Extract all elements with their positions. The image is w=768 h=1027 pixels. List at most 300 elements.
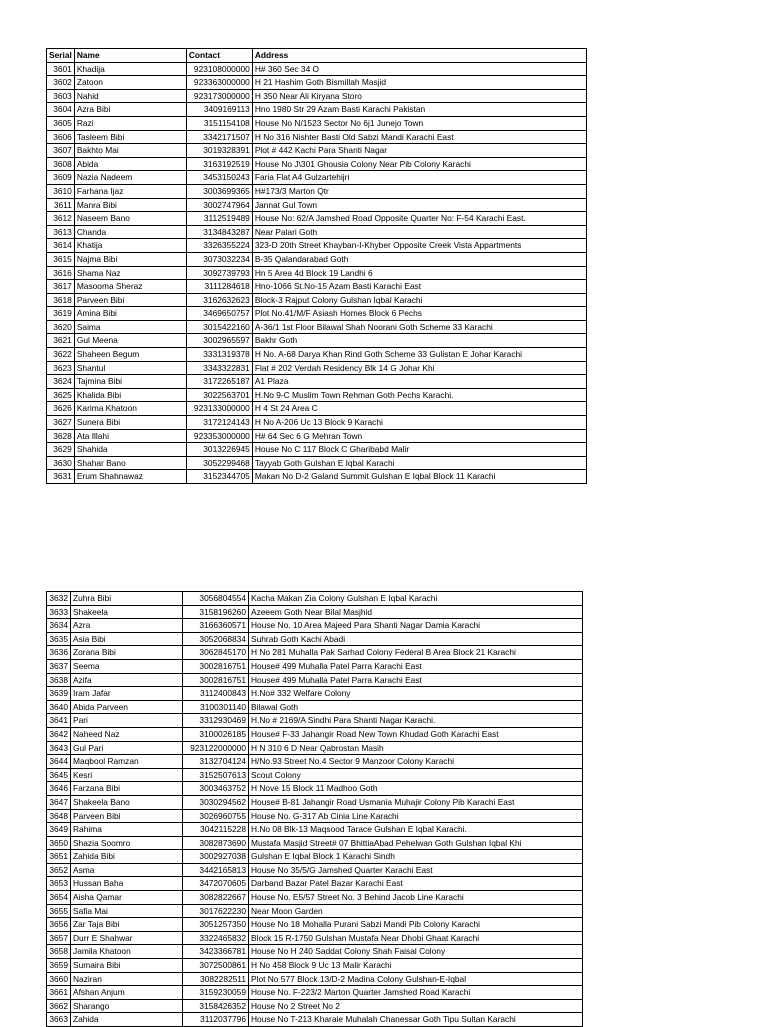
table-row [47,795,583,809]
cell-contact: 3158196260 [183,605,249,619]
cell-name: Masooma Sheraz [74,280,186,294]
cell-contact: 3019328391 [186,144,252,158]
cell-serial: 3634 [47,619,71,633]
cell-name: Shama Naz [74,266,186,280]
cell-name: Shahar Bano [74,456,186,470]
cell-contact: 3052068834 [183,632,249,646]
cell-serial: 3624 [47,375,75,389]
cell-contact: 3013226945 [186,443,252,457]
cell-name: Zahida [71,1013,183,1027]
table-row [47,687,583,701]
table-row [47,918,583,932]
cell-contact: 3469650757 [186,307,252,321]
cell-address: H No 316 Nishter Basti Old Sabzi Mandi Karachi East [252,130,586,144]
cell-address: Plot No 577 Block 13/D-2 Madina Colony Gulshan-E-Iqbal [249,972,583,986]
table-row [47,986,583,1000]
table-row [47,130,587,144]
cell-contact: 3423366781 [183,945,249,959]
cell-contact: 923363000000 [186,76,252,90]
cell-serial: 3633 [47,605,71,619]
cell-serial: 3658 [47,945,71,959]
table-row [47,429,587,443]
cell-name: Zatoon [74,76,186,90]
cell-name: Khadija [74,62,186,76]
cell-contact: 3030294562 [183,795,249,809]
cell-serial: 3607 [47,144,75,158]
table-row [47,456,587,470]
table-row [47,836,583,850]
cell-serial: 3643 [47,741,71,755]
cell-name: Farhana Ijaz [74,184,186,198]
cell-address: House No H 240 Saddat Colony Shah Faisal Colony [249,945,583,959]
cell-address: H.No # 2169/A Sindhi Para Shanti Nagar Karachi. [249,714,583,728]
cell-address: H No 281 Muhalla Pak Sarhad Colony Federal B Area Block 21 Karachi [249,646,583,660]
cell-name: Shakeela Bano [71,795,183,809]
cell-address: Mustafa Masjid Street# 07 BhittiaAbad Pehelwan Goth Gulshan Iqbal Khi [249,836,583,850]
cell-serial: 3629 [47,443,75,457]
cell-contact: 3056804554 [183,592,249,606]
cell-address: Block 15 R-1750 Gulshan Mustafa Near Dhobi Ghaat Karachi [249,931,583,945]
cell-contact: 3002816751 [183,659,249,673]
cell-serial: 3631 [47,470,75,484]
cell-serial: 3646 [47,782,71,796]
cell-name: Seema [71,659,183,673]
cell-name: Razi [74,116,186,130]
table-row [47,402,587,416]
cell-address: Flat # 202 Verdah Residency Blk 14 G Johar Khi [252,361,586,375]
cell-address: House No J\301 Ghousia Colony Near Pib Colony Karachi [252,157,586,171]
cell-contact: 3062845170 [183,646,249,660]
cell-address: Suhrab Goth Kachi Abadi [249,632,583,646]
table-row [47,157,587,171]
cell-contact: 3162632623 [186,293,252,307]
cell-address: House No. E5/57 Street No. 3 Behind Jacob Line Karachi [249,891,583,905]
cell-contact: 3072500861 [183,959,249,973]
cell-name: Sunera Bibi [74,416,186,430]
cell-serial: 3659 [47,959,71,973]
cell-name: Ata Illahi [74,429,186,443]
cell-serial: 3612 [47,212,75,226]
table-row [47,972,583,986]
cell-address: House No C 117 Block C Gharibabd Malir [252,443,586,457]
cell-name: Najma Bibi [74,252,186,266]
cell-contact: 3442165813 [183,863,249,877]
cell-serial: 3648 [47,809,71,823]
table-row [47,89,587,103]
table-row [47,307,587,321]
table-row [47,768,583,782]
cell-name: Amina Bibi [74,307,186,321]
cell-contact: 923133000000 [186,402,252,416]
cell-contact: 3453150243 [186,171,252,185]
cell-serial: 3627 [47,416,75,430]
table-row [47,877,583,891]
cell-name: Erum Shahnawaz [74,470,186,484]
cell-address: H No A-206 Uc 13 Block 9 Karachi [252,416,586,430]
cell-contact: 3112037796 [183,1013,249,1027]
cell-serial: 3636 [47,646,71,660]
cell-serial: 3657 [47,931,71,945]
cell-serial: 3645 [47,768,71,782]
table-body-top [47,62,587,483]
cell-contact: 3015422160 [186,320,252,334]
table-row [47,144,587,158]
cell-serial: 3641 [47,714,71,728]
cell-name: Parveen Bibi [74,293,186,307]
cell-address: H No. A-68 Darya Khan Rind Goth Scheme 33 Gulistan E Johar Karachi [252,348,586,362]
cell-contact: 3082282511 [183,972,249,986]
cell-name: Parveen Bibi [71,809,183,823]
table-row [47,388,587,402]
cell-contact: 3159230059 [183,986,249,1000]
cell-name: Abida Parveen [71,700,183,714]
cell-name: Safia Mai [71,904,183,918]
cell-contact: 3152507613 [183,768,249,782]
cell-serial: 3635 [47,632,71,646]
table-row [47,1013,583,1027]
cell-address: Near Palari Goth [252,225,586,239]
cell-serial: 3611 [47,198,75,212]
cell-contact: 923108000000 [186,62,252,76]
cell-contact: 3472070605 [183,877,249,891]
cell-address: House No. 10 Area Majeed Para Shanti Nagar Damia Karachi [249,619,583,633]
cell-serial: 3655 [47,904,71,918]
cell-address: House No T-213 Kharaie Muhalah Chanessar Goth Tipu Sultan Karachi [249,1013,583,1027]
cell-serial: 3663 [47,1013,71,1027]
cell-address: H No 458 Block 9 Uc 13 Malir Karachi [249,959,583,973]
cell-name: Kesri [71,768,183,782]
table-body-bottom [47,592,583,1027]
cell-serial: 3604 [47,103,75,117]
cell-serial: 3656 [47,918,71,932]
table-row [47,76,587,90]
cell-contact: 3134843287 [186,225,252,239]
cell-name: Rahima [71,823,183,837]
table-row [47,239,587,253]
cell-contact: 3082822667 [183,891,249,905]
table-row [47,999,583,1013]
records-table-bottom [46,591,583,1027]
cell-serial: 3642 [47,727,71,741]
cell-contact: 3326355224 [186,239,252,253]
cell-contact: 3017622230 [183,904,249,918]
table-row [47,592,583,606]
cell-address: 323-D 20th Street Khayban-I-Khyber Opposite Creek Vista Appartments [252,239,586,253]
cell-serial: 3632 [47,592,71,606]
cell-serial: 3639 [47,687,71,701]
cell-serial: 3610 [47,184,75,198]
cell-address: Near Moon Garden [249,904,583,918]
cell-address: Plot No.41/M/F Asiash Homes Block 6 Pechs [252,307,586,321]
cell-address: Makan No D-2 Galand Summit Gulshan E Iqbal Block 11 Karachi [252,470,586,484]
cell-name: Azifa [71,673,183,687]
cell-name: Farzana Bibi [71,782,183,796]
cell-serial: 3654 [47,891,71,905]
cell-serial: 3650 [47,836,71,850]
table-row [47,891,583,905]
header-name: Name [74,49,186,63]
cell-contact: 3002816751 [183,673,249,687]
cell-address: H.No 08 Blk-13 Maqsood Tarace Gulshan E Iqbal Karachi. [249,823,583,837]
cell-contact: 3163192519 [186,157,252,171]
cell-serial: 3625 [47,388,75,402]
table-row [47,741,583,755]
cell-name: Durr E Shahwar [71,931,183,945]
table-row [47,198,587,212]
cell-address: H.No 9-C Muslim Town Rehman Goth Pechs Karachi. [252,388,586,402]
cell-name: Zorana Bibi [71,646,183,660]
cell-contact: 3100026185 [183,727,249,741]
cell-address: Hno 1980 Str 29 Azam Basti Karachi Pakistan [252,103,586,117]
cell-contact: 3112400843 [183,687,249,701]
table-row [47,673,583,687]
table-row [47,727,583,741]
table-row [47,375,587,389]
cell-contact: 923173000000 [186,89,252,103]
cell-serial: 3640 [47,700,71,714]
header-contact: Contact [186,49,252,63]
cell-serial: 3615 [47,252,75,266]
cell-address: H 4 St 24 Area C [252,402,586,416]
header-row [47,49,587,63]
cell-name: Azra [71,619,183,633]
cell-serial: 3652 [47,863,71,877]
cell-address: House# B-81 Jahangir Road Usmania Muhajir Colony Pib Karachi East [249,795,583,809]
table-row [47,850,583,864]
cell-contact: 3002927038 [183,850,249,864]
cell-name: Naziran [71,972,183,986]
cell-address: House No. G-317 Ab Cinia Line Karachi [249,809,583,823]
cell-address: Tayyab Goth Gulshan E Iqbal Karachi [252,456,586,470]
cell-address: House No 35/5/G Jamshed Quarter Karachi East [249,863,583,877]
cell-contact: 3073032234 [186,252,252,266]
cell-name: Sharango [71,999,183,1013]
cell-contact: 3003463752 [183,782,249,796]
cell-name: Shaheen Begum [74,348,186,362]
cell-address: House No 18 Mohalla Purani Sabzi Mandi Pib Colony Karachi [249,918,583,932]
cell-contact: 3312930469 [183,714,249,728]
cell-address: A-36/1 1st Floor Bilawal Shah Noorani Goth Scheme 33 Karachi [252,320,586,334]
cell-address: Scout Colony [249,768,583,782]
cell-serial: 3617 [47,280,75,294]
cell-name: Naseem Bano [74,212,186,226]
cell-contact: 3158426352 [183,999,249,1013]
table-row [47,605,583,619]
cell-name: Abida [74,157,186,171]
cell-address: H 350 Near Ali Kiryana Storo [252,89,586,103]
cell-contact: 3026960755 [183,809,249,823]
cell-address: H 21 Hashim Goth Bismillah Masjid [252,76,586,90]
table-row [47,334,587,348]
cell-contact: 3172265187 [186,375,252,389]
cell-address: House No N/1523 Sector No 6j1 Junejo Town [252,116,586,130]
cell-name: Aisha Qamar [71,891,183,905]
cell-name: Manra Bibi [74,198,186,212]
table-row [47,863,583,877]
cell-contact: 3166360571 [183,619,249,633]
cell-address: H N 310 6 D Near Qabrostan Masih [249,741,583,755]
cell-serial: 3614 [47,239,75,253]
cell-name: Tasleem Bibi [74,130,186,144]
cell-name: Bakhto Mai [74,144,186,158]
cell-address: Hn 5 Area 4d Block 19 Landhi 6 [252,266,586,280]
cell-contact: 3100301140 [183,700,249,714]
cell-address: House No 2 Street No 2 [249,999,583,1013]
table-row [47,646,583,660]
cell-contact: 923353000000 [186,429,252,443]
cell-name: Sumaira Bibi [71,959,183,973]
cell-serial: 3651 [47,850,71,864]
cell-contact: 3409169113 [186,103,252,117]
cell-serial: 3660 [47,972,71,986]
cell-address: H.No# 332 Welfare Colony [249,687,583,701]
cell-serial: 3647 [47,795,71,809]
cell-address: House# 499 Muhalla Patel Parra Karachi East [249,659,583,673]
cell-serial: 3630 [47,456,75,470]
cell-name: Chanda [74,225,186,239]
cell-contact: 3151154108 [186,116,252,130]
cell-name: Naheed Naz [71,727,183,741]
cell-serial: 3628 [47,429,75,443]
cell-contact: 3322465832 [183,931,249,945]
header-address: Address [252,49,586,63]
table-row [47,700,583,714]
cell-address: Azeeem Goth Near Bilal Masjhid [249,605,583,619]
cell-address: Bakhr Goth [252,334,586,348]
cell-name: Iram Jafar [71,687,183,701]
table-row [47,714,583,728]
cell-address: Bilawal Goth [249,700,583,714]
table-row [47,619,583,633]
cell-serial: 3618 [47,293,75,307]
table-row [47,632,583,646]
cell-address: A1 Plaza [252,375,586,389]
table-row [47,212,587,226]
cell-name: Azra Bibi [74,103,186,117]
cell-serial: 3603 [47,89,75,103]
cell-serial: 3661 [47,986,71,1000]
cell-address: H Nove 15 Block 11 Madhoo Goth [249,782,583,796]
table-row [47,252,587,266]
cell-name: Khatija [74,239,186,253]
cell-address: House No: 62/A Jamshed Road Opposite Quarter No: F-54 Karachi East. [252,212,586,226]
cell-address: Kacha Makan Zia Colony Gulshan E Iqbal Karachi [249,592,583,606]
cell-address: Hno-1066 St.No-15 Azam Basti Karachi East [252,280,586,294]
cell-name: Nahid [74,89,186,103]
cell-serial: 3602 [47,76,75,90]
table-row [47,116,587,130]
table-row [47,659,583,673]
cell-name: Pari [71,714,183,728]
cell-address: B-35 Qalandarabad Goth [252,252,586,266]
table-row [47,103,587,117]
cell-contact: 3172124143 [186,416,252,430]
cell-contact: 3003699365 [186,184,252,198]
cell-name: Hussan Baha [71,877,183,891]
cell-address: Plot # 442 Kachi Para Shanti Nagar [252,144,586,158]
cell-serial: 3601 [47,62,75,76]
cell-name: Asma [71,863,183,877]
table-row [47,904,583,918]
table-row [47,348,587,362]
cell-address: House# F-33 Jahangir Road New Town Khudad Goth Karachi East [249,727,583,741]
cell-name: Gul Meena [74,334,186,348]
table-row [47,171,587,185]
cell-serial: 3644 [47,755,71,769]
cell-contact: 3082873690 [183,836,249,850]
cell-name: Khalida Bibi [74,388,186,402]
cell-serial: 3616 [47,266,75,280]
cell-address: H# 64 Sec 6 G Mehran Town [252,429,586,443]
cell-name: Jamila Khatoon [71,945,183,959]
cell-address: House No. F-223/2 Marton Quarter Jamshed Road Karachi [249,986,583,1000]
cell-contact: 3051257350 [183,918,249,932]
cell-serial: 3608 [47,157,75,171]
cell-address: Block-3 Rajput Colony Gulshan Iqbal Karachi [252,293,586,307]
cell-contact: 3342171507 [186,130,252,144]
cell-contact: 3152344705 [186,470,252,484]
table-row [47,443,587,457]
cell-serial: 3653 [47,877,71,891]
cell-contact: 3092739793 [186,266,252,280]
cell-serial: 3622 [47,348,75,362]
cell-name: Gul Pari [71,741,183,755]
cell-name: Saima [74,320,186,334]
cell-contact: 3343322831 [186,361,252,375]
cell-address: Darband Bazar Patel Bazar Karachi East [249,877,583,891]
cell-name: Zar Taja Bibi [71,918,183,932]
cell-name: Tajmina Bibi [74,375,186,389]
cell-name: Shantul [74,361,186,375]
cell-name: Karima Khatoon [74,402,186,416]
cell-serial: 3649 [47,823,71,837]
cell-name: Asia Bibi [71,632,183,646]
table-row [47,809,583,823]
table-row [47,416,587,430]
cell-serial: 3606 [47,130,75,144]
cell-contact: 3111284618 [186,280,252,294]
cell-contact: 3042115228 [183,823,249,837]
table-row [47,225,587,239]
cell-address: House# 499 Muhalla Patel Parra Karachi East [249,673,583,687]
header-serial: Serial [47,49,75,63]
cell-serial: 3637 [47,659,71,673]
cell-serial: 3638 [47,673,71,687]
cell-contact: 3052299468 [186,456,252,470]
table-row [47,320,587,334]
cell-name: Nazia Nadeem [74,171,186,185]
cell-address: H#173/3 Marton Qtr [252,184,586,198]
cell-serial: 3619 [47,307,75,321]
cell-contact: 923122000000 [183,741,249,755]
cell-serial: 3662 [47,999,71,1013]
cell-contact: 3331319378 [186,348,252,362]
cell-serial: 3620 [47,320,75,334]
table-row [47,184,587,198]
cell-name: Shazia Soomro [71,836,183,850]
cell-name: Zahida Bibi [71,850,183,864]
cell-address: Gulshan E Iqbal Block 1 Karachi Sindh [249,850,583,864]
cell-serial: 3613 [47,225,75,239]
table-row [47,293,587,307]
table-row [47,62,587,76]
table-row [47,266,587,280]
cell-contact: 3132704124 [183,755,249,769]
cell-address: H# 360 Sec 34 O [252,62,586,76]
cell-name: Shakeela [71,605,183,619]
cell-address: Jannat Gul Town [252,198,586,212]
cell-serial: 3623 [47,361,75,375]
